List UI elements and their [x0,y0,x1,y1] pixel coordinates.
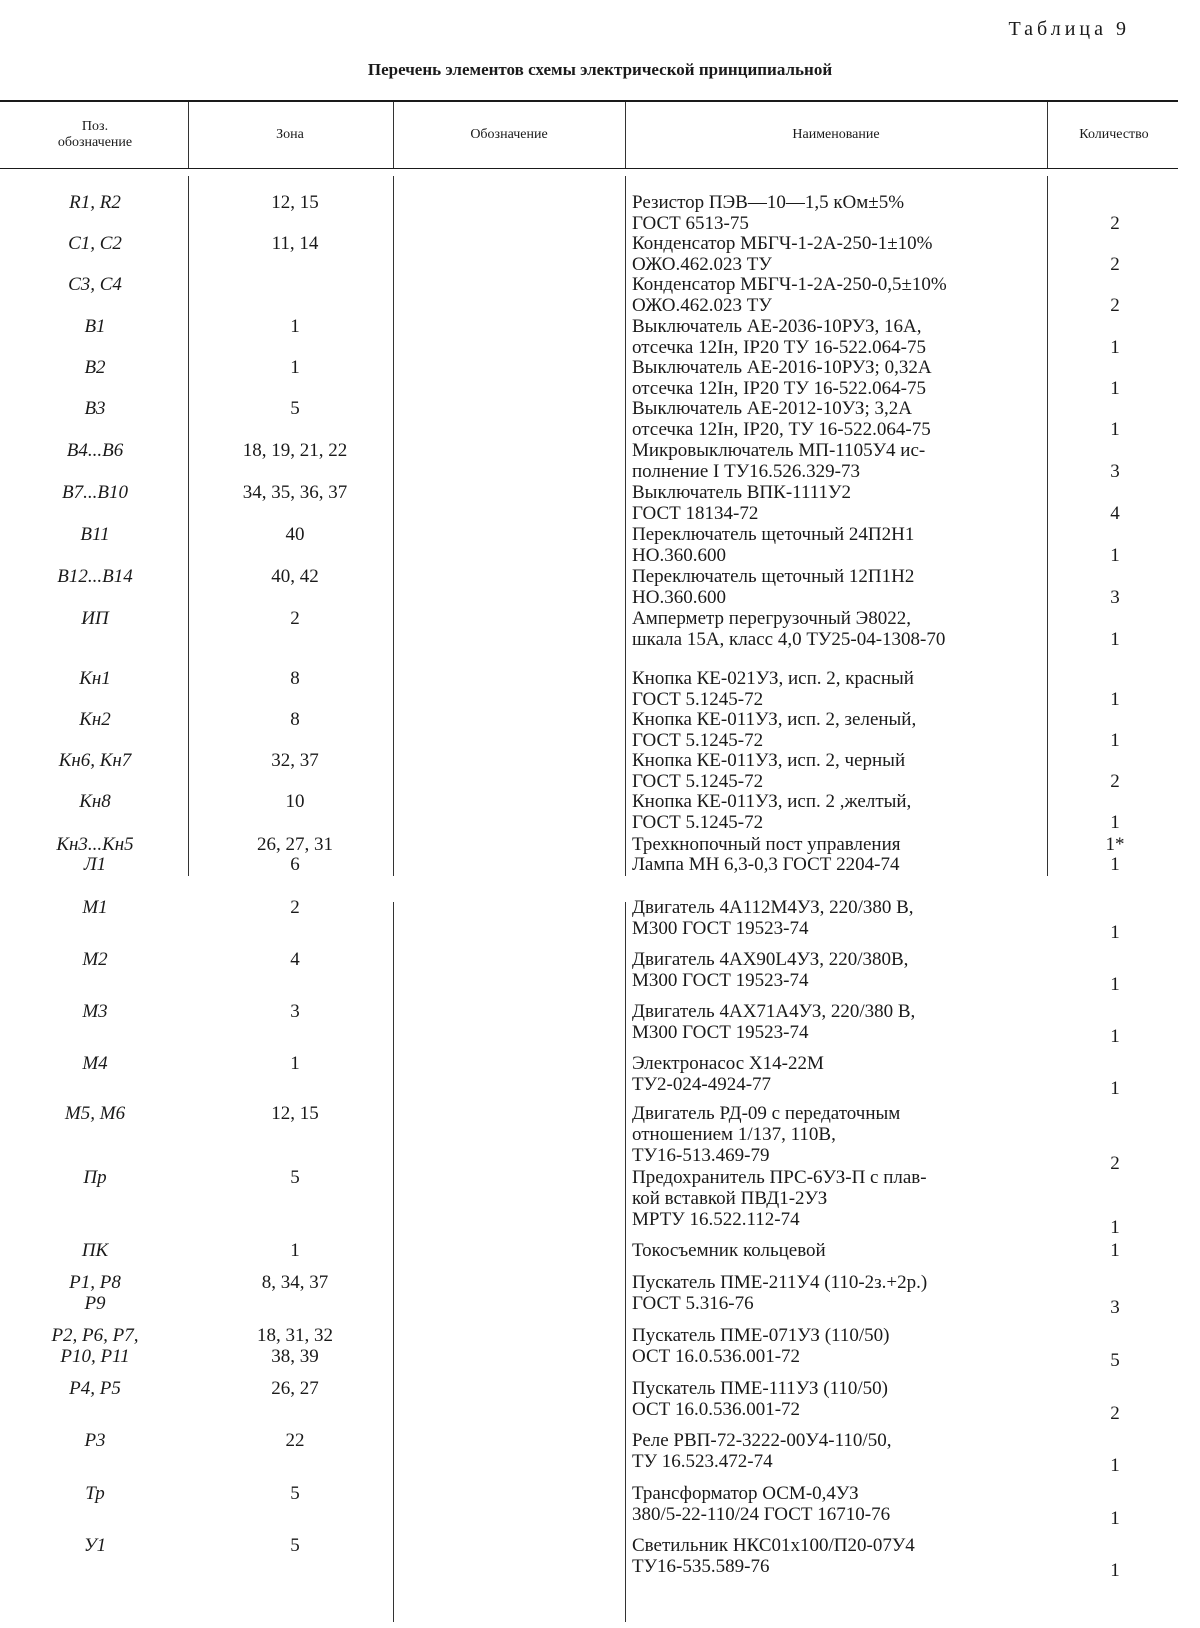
name-cell: Токосъемник кольцевой [632,1240,826,1261]
name-cell: Конденсатор МБГЧ-1-2А-250-1±10% ОЖО.462.023 ТУ [632,233,933,275]
header-divider [1047,102,1048,168]
zone-cell: 11, 14 [271,233,319,254]
pos-cell: B3 [84,398,106,419]
pos-cell: ИП [81,608,109,629]
pos-cell: C1, C2 [68,233,122,254]
qty-cell: 3 [1110,461,1120,482]
name-cell: Предохранитель ПРС-6УЗ-П с плав- кой вставкой ПВД1-2УЗ МРТУ 16.522.112-74 [632,1167,927,1230]
zone-cell: 5 [290,1535,300,1556]
zone-cell: 26, 27 [271,1378,319,1399]
qty-cell: 1 [1110,1078,1120,1099]
zone-cell: 10 [285,791,305,812]
name-cell: Выключатель АЕ-2036-10РУЗ, 16А, отсечка 12Iн, IP20 ТУ 16-522.064-75 [632,316,926,358]
pos-cell: B2 [84,357,106,378]
qty-cell: 1 [1110,854,1120,875]
qty-cell: 2 [1110,295,1120,316]
pos-cell: P4, P5 [69,1378,121,1399]
zone-cell: 40, 42 [271,566,319,587]
name-cell: Резистор ПЭВ—10—1,5 кОм±5% ГОСТ 6513-75 [632,192,905,234]
zone-cell: 8 [290,668,300,689]
name-cell: Амперметр перегрузочный Э8022, шкала 15А, класс 4,0 ТУ25-04-1308-70 [632,608,946,650]
zone-cell: 4 [290,949,300,970]
pos-cell: ПК [81,1240,109,1261]
pos-cell: B4...B6 [66,440,124,461]
table-label: Таблица 9 [1008,18,1130,40]
qty-cell: 1 [1110,337,1120,358]
zone-cell: 2 [290,608,300,629]
zone-cell: 8 [290,709,300,730]
qty-cell: 2 [1110,254,1120,275]
qty-cell: 4 [1110,503,1120,524]
name-cell: Кнопка КЕ-011УЗ, исп. 2, черный ГОСТ 5.1245-72 [632,750,906,792]
zone-cell: 5 [290,1167,300,1188]
pos-cell: M4 [82,1053,108,1074]
pos-cell: Кн1 [79,668,111,689]
pos-cell: B11 [80,524,110,545]
name-cell: Светильник НКС01х100/П20-07У4 ТУ16-535.589-76 [632,1535,915,1577]
zone-cell: 22 [285,1430,305,1451]
header-pos: Поз. обозначение [57,119,133,150]
zone-cell: 18, 31, 32 38, 39 [257,1325,333,1367]
header-designation: Обозначение [470,127,548,142]
qty-cell: 1 [1110,545,1120,566]
zone-cell: 5 [290,1483,300,1504]
qty-cell: 1 [1110,812,1120,833]
pos-cell: P2, P6, P7, P10, P11 [51,1325,139,1367]
pos-cell: M1 [82,897,108,918]
zone-cell: 6 [290,854,300,875]
zone-cell: 40 [285,524,305,545]
name-cell: Микровыключатель МП-1105У4 ис- полнение I ТУ16.526.329-73 [632,440,926,482]
column-divider [1047,176,1048,876]
pos-cell: M3 [82,1001,108,1022]
pos-cell: У1 [83,1535,107,1556]
qty-cell: 1 [1110,378,1120,399]
zone-cell: 1 [290,357,300,378]
header-name: Наименование [792,127,880,142]
zone-cell: 26, 27, 31 [257,834,333,855]
name-cell: Двигатель РД-09 с передаточным отношением 1/137, 110В, ТУ16-513.469-79 [632,1103,901,1166]
name-cell: Пускатель ПМЕ-111УЗ (110/50) ОСТ 16.0.536.001-72 [632,1378,889,1420]
name-cell: Выключатель АЕ-2016-10РУЗ; 0,32А отсечка 12Iн, IP20 ТУ 16-522.064-75 [632,357,932,399]
header-bottom-rule [0,168,1178,169]
name-cell: Пускатель ПМЕ-211У4 (110-2з.+2р.) ГОСТ 5.316-76 [632,1272,928,1314]
table-title: Перечень элементов схемы электрической принципиальной [367,60,833,79]
qty-cell: 1 [1110,1026,1120,1047]
zone-cell: 12, 15 [271,192,319,213]
header-zone: Зона [276,127,304,142]
name-cell: Лампа МН 6,3-0,3 ГОСТ 2204-74 [632,854,900,875]
qty-cell: 1 [1110,689,1120,710]
pos-cell: Кн8 [79,791,111,812]
pos-cell: Л1 [83,854,107,875]
pos-cell: M5, M6 [64,1103,126,1124]
qty-cell: 2 [1110,1153,1120,1174]
header-divider [625,102,626,168]
name-cell: Реле РВП-72-3222-00У4-110/50, ТУ 16.523.472-74 [632,1430,892,1472]
pos-cell: Кн3...Кн5 [56,834,134,855]
name-cell: Переключатель щеточный 24П2Н1 НО.360.600 [632,524,915,566]
name-cell: Выключатель АЕ-2012-10УЗ; 3,2А отсечка 12Iн, IP20, ТУ 16-522.064-75 [632,398,931,440]
column-divider [625,902,626,1622]
qty-cell: 1* [1105,834,1125,855]
pos-cell: Кн2 [79,709,111,730]
pos-cell: M2 [82,949,108,970]
qty-cell: 1 [1110,419,1120,440]
zone-cell: 1 [290,1240,300,1261]
qty-cell: 1 [1110,1217,1120,1238]
column-divider [625,176,626,876]
name-cell: Двигатель 4АХ90L4УЗ, 220/380В, М300 ГОСТ 19523-74 [632,949,909,991]
pos-cell: Кн6, Кн7 [58,750,132,771]
zone-cell: 5 [290,398,300,419]
pos-cell: P3 [84,1430,106,1451]
zone-cell: 3 [290,1001,300,1022]
name-cell: Кнопка КЕ-011УЗ, исп. 2, зеленый, ГОСТ 5.1245-72 [632,709,917,751]
pos-cell: B1 [84,316,106,337]
zone-cell: 2 [290,897,300,918]
name-cell: Пускатель ПМЕ-071УЗ (110/50) ОСТ 16.0.536.001-72 [632,1325,890,1367]
zone-cell: 34, 35, 36, 37 [242,482,348,503]
zone-cell: 18, 19, 21, 22 [242,440,348,461]
qty-cell: 1 [1110,629,1120,650]
pos-cell: C3, C4 [68,274,122,295]
name-cell: Переключатель щеточный 12П1Н2 НО.360.600 [632,566,915,608]
zone-cell: 12, 15 [271,1103,319,1124]
qty-cell: 1 [1110,730,1120,751]
zone-cell: 32, 37 [271,750,319,771]
qty-cell: 1 [1110,1508,1120,1529]
name-cell: Выключатель ВПК-1111У2 ГОСТ 18134-72 [632,482,851,524]
qty-cell: 1 [1110,1560,1120,1581]
zone-cell: 1 [290,1053,300,1074]
qty-cell: 1 [1110,1455,1120,1476]
name-cell: Кнопка КЕ-011УЗ, исп. 2 ,желтый, ГОСТ 5.1245-72 [632,791,912,833]
pos-cell: B12...B14 [57,566,133,587]
qty-cell: 3 [1110,587,1120,608]
qty-cell: 1 [1110,922,1120,943]
zone-cell: 1 [290,316,300,337]
column-divider [188,176,189,876]
header-qty: Количество [1079,127,1149,142]
name-cell: Трансформатор ОСМ-0,4УЗ 380/5-22-110/24 ГОСТ 16710-76 [632,1483,891,1525]
name-cell: Трехкнопочный пост управления [632,834,901,855]
zone-cell: 8, 34, 37 [261,1272,329,1293]
qty-cell: 2 [1110,213,1120,234]
name-cell: Конденсатор МБГЧ-1-2А-250-0,5±10% ОЖО.462.023 ТУ [632,274,947,316]
name-cell: Двигатель 4АХ71А4УЗ, 220/380 В, М300 ГОСТ 19523-74 [632,1001,916,1043]
qty-cell: 3 [1110,1297,1120,1318]
qty-cell: 1 [1110,1240,1120,1261]
header-divider [393,102,394,168]
pos-cell: P1, P8 P9 [69,1272,121,1314]
qty-cell: 1 [1110,974,1120,995]
qty-cell: 2 [1110,771,1120,792]
qty-cell: 5 [1110,1350,1120,1371]
name-cell: Электронасос Х14-22М ТУ2-024-4924-77 [632,1053,824,1095]
pos-cell: Тр [85,1483,105,1504]
pos-cell: R1, R2 [69,192,121,213]
header-divider [188,102,189,168]
pos-cell: B7...B10 [62,482,128,503]
pos-cell: Пр [83,1167,107,1188]
name-cell: Кнопка КЕ-021УЗ, исп. 2, красный ГОСТ 5.1245-72 [632,668,914,710]
qty-cell: 2 [1110,1403,1120,1424]
name-cell: Двигатель 4А112М4УЗ, 220/380 В, М300 ГОСТ 19523-74 [632,897,914,939]
